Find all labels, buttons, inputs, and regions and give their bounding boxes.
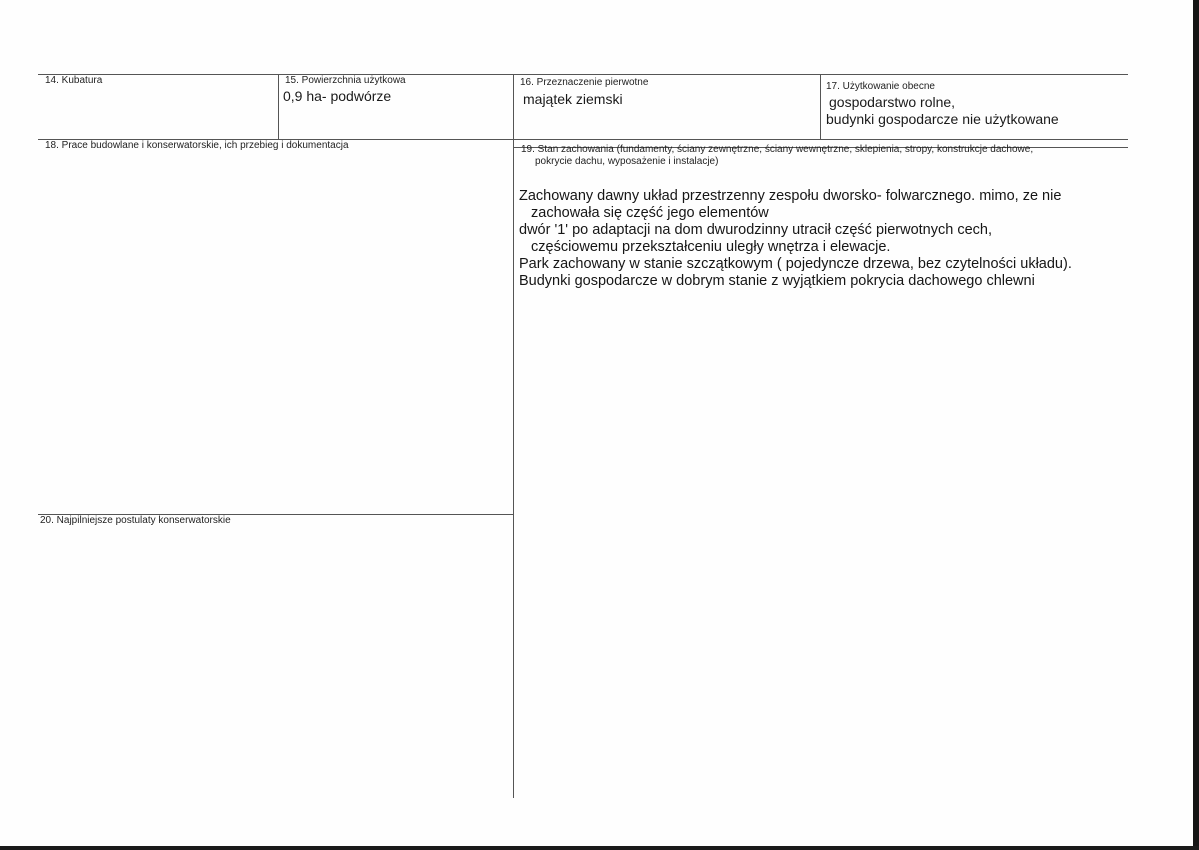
field-19-text-line: Zachowany dawny układ przestrzenny zespołu dworsko- folwarcznego. mimo, ze nie [519, 188, 1062, 204]
top-row-top-border [38, 74, 1128, 75]
field-19-text-line: Park zachowany w stanie szczątkowym ( pojedyncze drzewa, bez czytelności układu). [519, 256, 1072, 272]
divider-16-17 [820, 74, 821, 139]
scan-edge-right [1193, 0, 1199, 850]
divider-main [513, 74, 514, 798]
field-16-value: majątek ziemski [523, 91, 623, 107]
field-19-text-line: częściowemu przekształceniu uległy wnętrza i elewacje. [531, 239, 891, 255]
field-18-label: 18. Prace budowlane i konserwatorskie, ich przebieg i dokumentacja [45, 140, 349, 151]
field-19-text [519, 188, 1139, 290]
field-20-label: 20. Najpilniejsze postulaty konserwatorskie [40, 515, 231, 526]
field-17-value-line-2: budynki gospodarcze nie użytkowane [826, 111, 1059, 127]
scan-edge-bottom [0, 846, 1199, 850]
field-19-label-line-2: pokrycie dachu, wyposażenie i instalacje) [535, 156, 719, 167]
field-16-label: 16. Przeznaczenie pierwotne [520, 77, 649, 88]
field-17-value-line-1: gospodarstwo rolne, [829, 94, 956, 110]
field-15-label: 15. Powierzchnia użytkowa [285, 75, 406, 86]
field-15-value: 0,9 ha- podwórze [283, 88, 392, 104]
field-19-label-line-1: 19. Stan zachowania (fundamenty, ściany zewnętrzne, ściany wewnętrzne, sklepienia, stropy, konstrukcje dachowe, [521, 144, 1034, 155]
field-19-text-line: zachowała się część jego elementów [531, 205, 769, 221]
divider-14-15 [278, 74, 279, 139]
field-19-text-line: dwór '1' po adaptacji na dom dwurodzinny utracił część pierwotnych cech, [519, 222, 992, 238]
field-19-text-line: Budynki gospodarcze w dobrym stanie z wyjątkiem pokrycia dachowego chlewni [519, 273, 1035, 289]
field-14-label: 14. Kubatura [45, 75, 103, 86]
field-17-label: 17. Użytkowanie obecne [826, 81, 935, 92]
